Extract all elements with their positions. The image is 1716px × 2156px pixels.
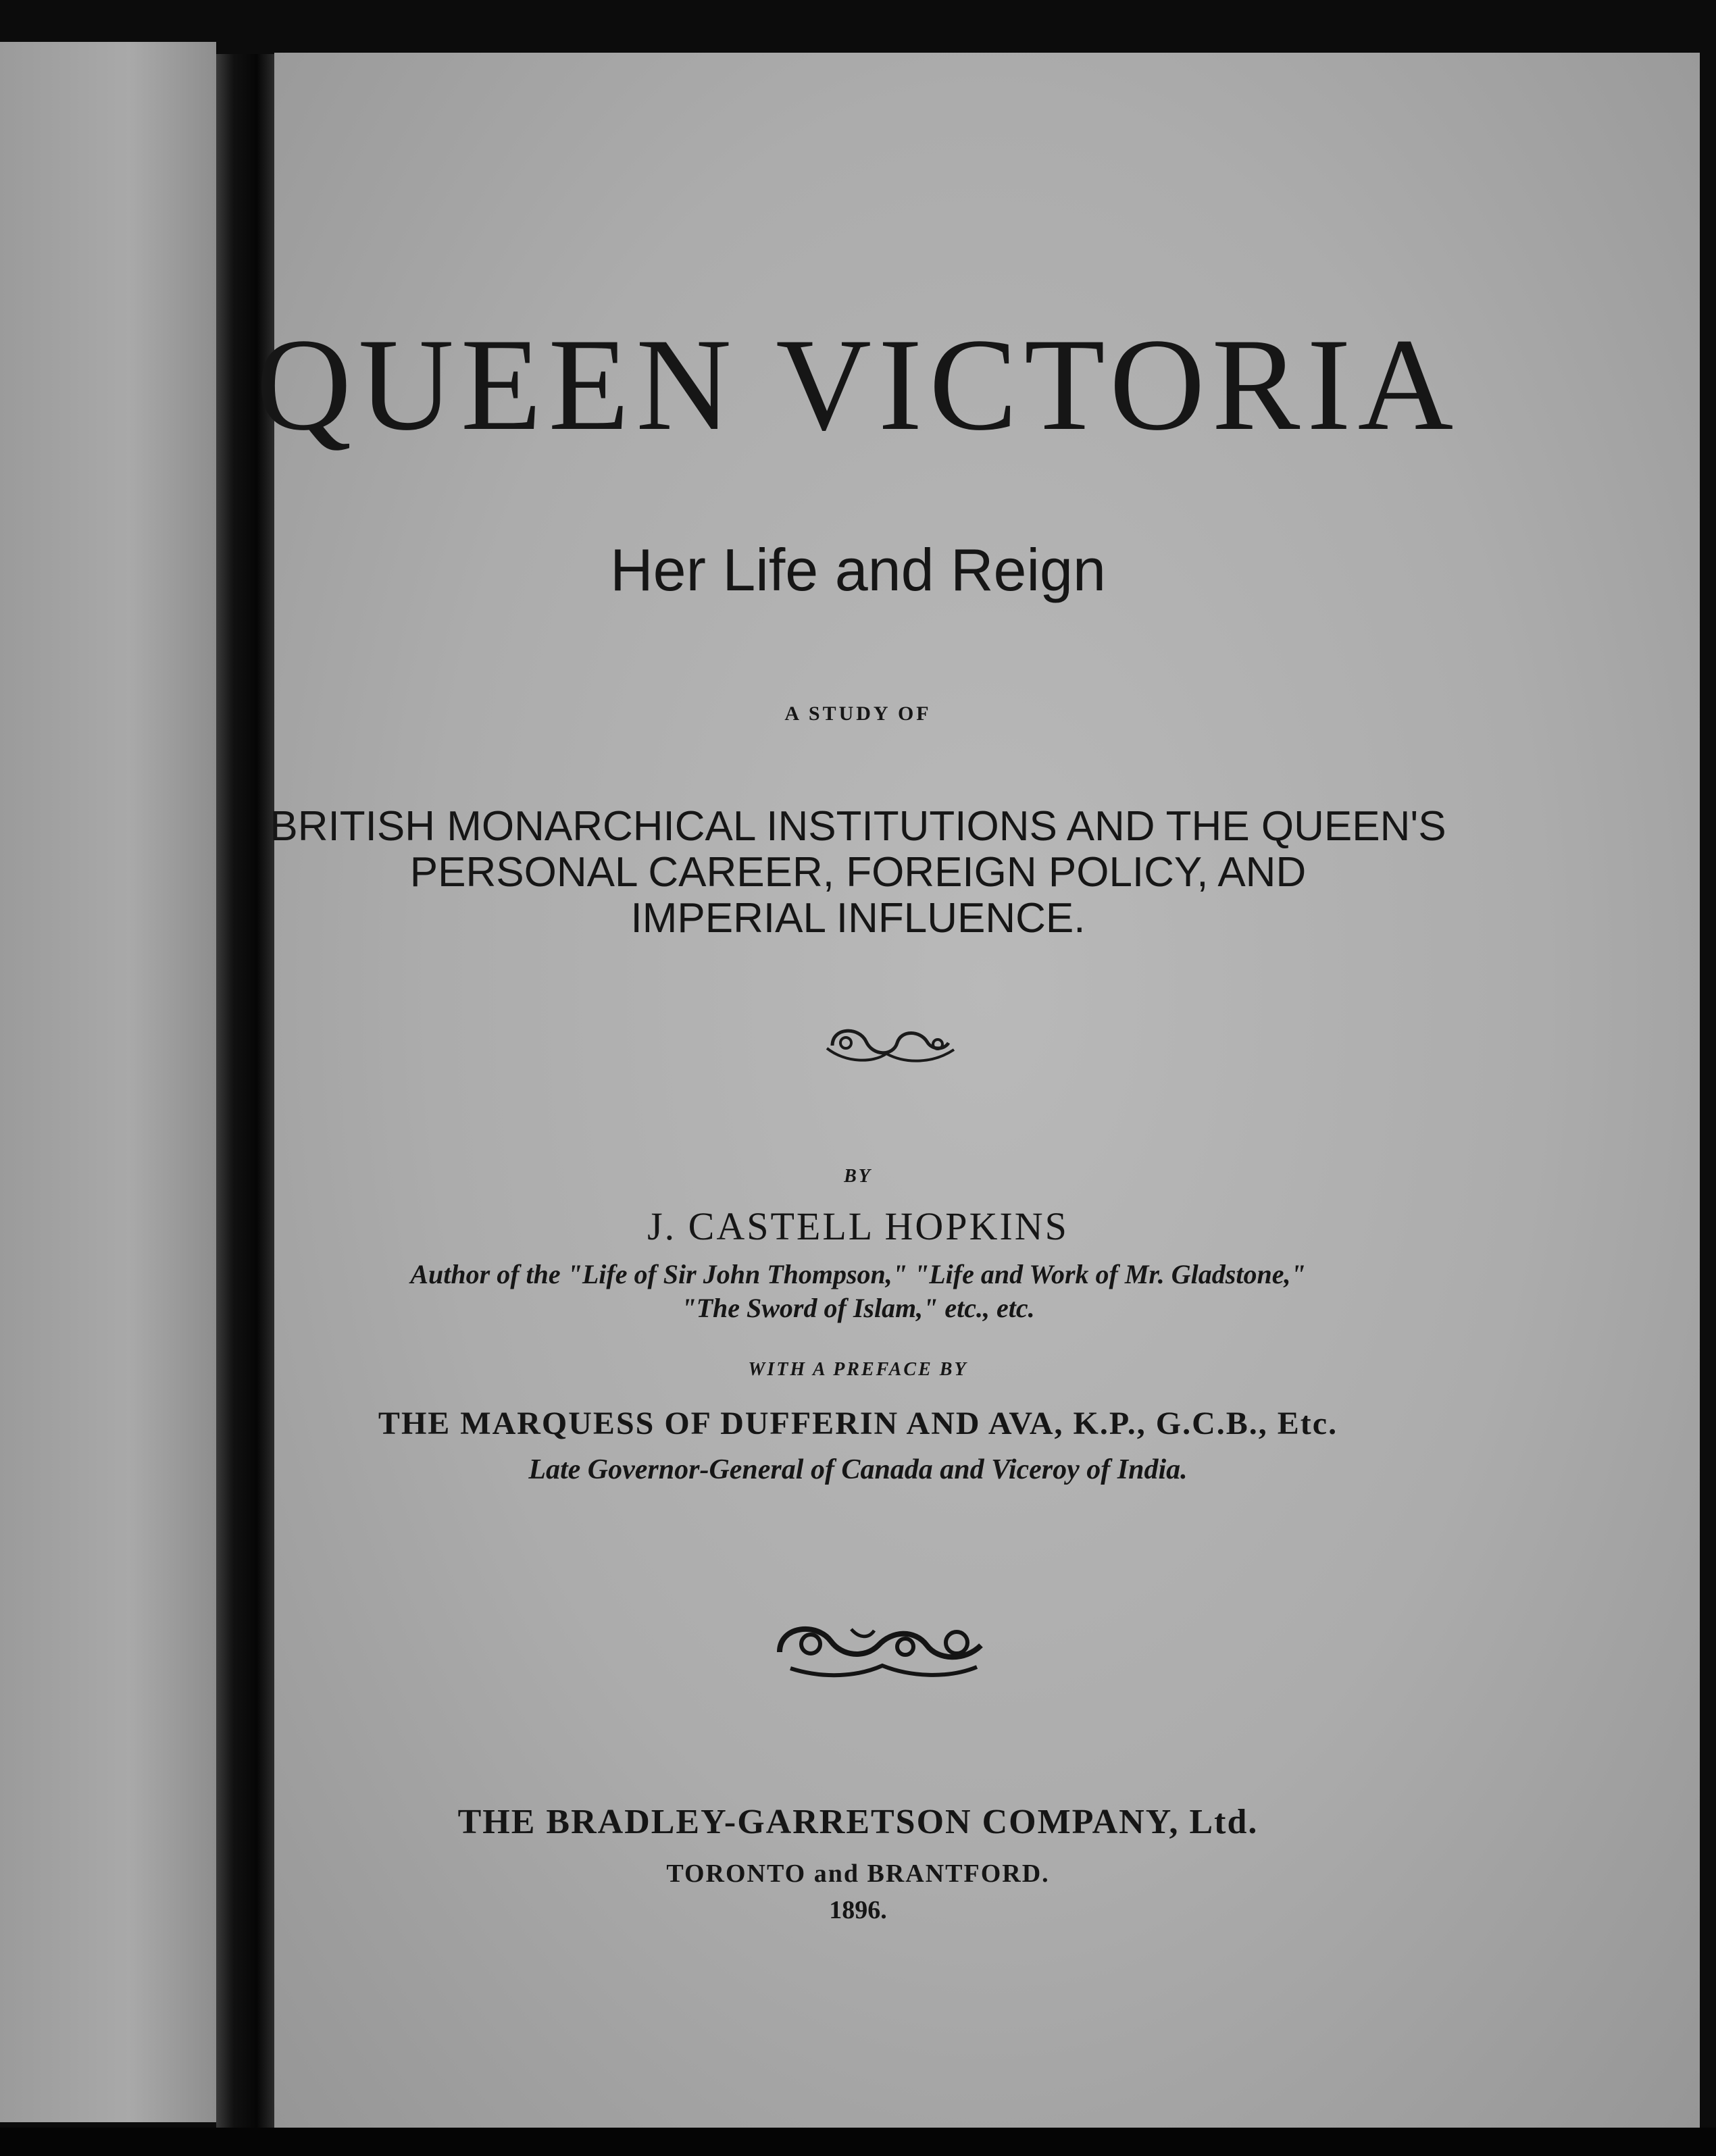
description-line: BRITISH MONARCHICAL INSTITUTIONS AND THE QUEEN'S [270, 803, 1446, 850]
description [0, 804, 1716, 942]
publisher-name: THE BRADLEY-GARRETSON COMPANY, Ltd. [457, 1803, 1259, 1841]
scan-border [0, 2128, 1716, 2156]
study-label: A STUDY OF [784, 702, 932, 725]
author-works-line: "The Sword of Islam," etc., etc. [681, 1293, 1035, 1323]
author-works [0, 1258, 1716, 1325]
author-works-line: Author of the "Life of Sir John Thompson," "Life and Work of Mr. Gladstone," [410, 1259, 1306, 1289]
description-line: PERSONAL CAREER, FOREIGN POLICY, AND [409, 849, 1307, 896]
preface-author-role: Late Governor-General of Canada and Viceroy of India. [528, 1454, 1188, 1485]
book-title: QUEEN VICTORIA [255, 311, 1461, 458]
scroll-ornament [819, 1019, 961, 1070]
preface-label: WITH A PREFACE BY [748, 1359, 968, 1380]
publication-year: 1896. [829, 1896, 887, 1924]
book-subtitle: Her Life and Reign [610, 536, 1106, 603]
author-name: J. CASTELL HOPKINS [647, 1204, 1069, 1248]
by-label: BY [844, 1166, 872, 1187]
publisher-location: TORONTO and BRANTFORD. [666, 1859, 1050, 1888]
preface-author: THE MARQUESS OF DUFFERIN AND AVA, K.P., G.C.B., Etc. [378, 1406, 1338, 1441]
description-line: IMPERIAL INFLUENCE. [630, 895, 1086, 942]
vine-ornament [770, 1612, 994, 1686]
